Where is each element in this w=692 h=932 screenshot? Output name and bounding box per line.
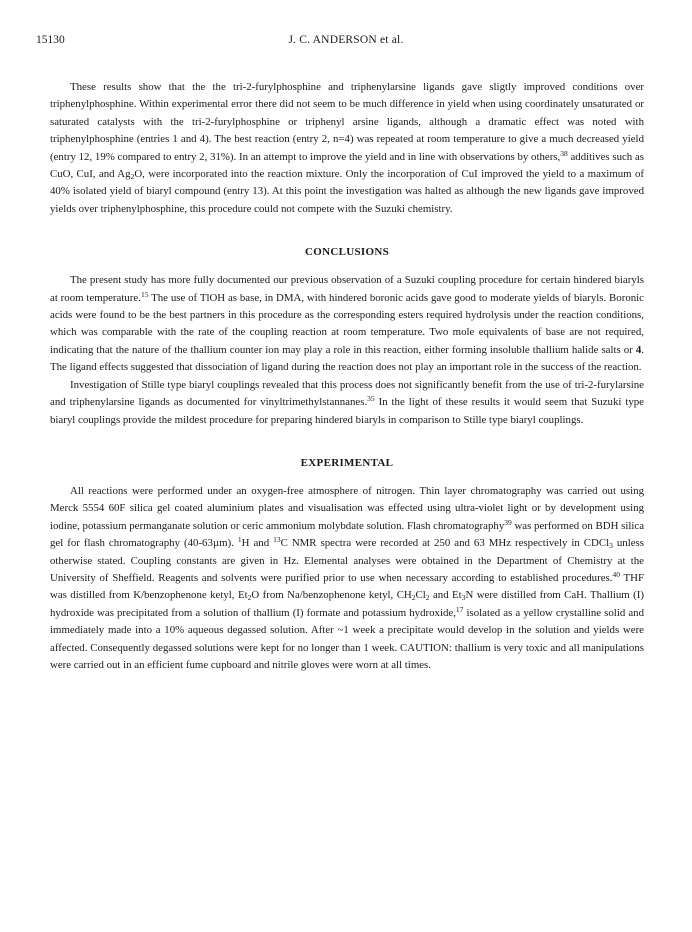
- intro-paragraph: These results show that the the tri-2-furylphosphine and triphenylarsine ligands gave sligtly improved conditions over triphenylphosphine. Within experimental error there did not seem to be much difference in yield when using coordinately unsaturated or saturated catalysts with the tri-2-furylphosphine or triphenyl arsine ligands, although a dramatic effect was noted with triphenylphosphine (entries 1 and 4). The best reaction (entry 2, n=4) was repeated at room temperature to give a much decreased yield (entry 12, 19% compared to entry 2, 31%). In an attempt to improve the yield and in line with observations by others,$^{38}$ additives such as CuO, CuI, and $Ag_2O$, were incorporated into the reaction mixture. Only the incorporation of CuI improved the yield to a maximum of 40% isolated yield of biaryl compound (entry 13). At this point the investigation was halted as although the new ligands gave improved yields over triphenylphosphine, this procedure could not compete with the Suzuki chemistry.: [50, 81, 644, 215]
- page-header: [36, 34, 656, 50]
- conclusions-paragraph-2: Investigation of Stille type biaryl couplings revealed that this process does not significantly benefit from the use of tri-2-furylarsine and triphenylarsine ligands as documented for vinyltrimethylstannanes.$^{35}$ In the light of these results it would seem that Suzuki type biaryl couplings provide the mildest procedure for preparing hindered biaryls in comparison to Stille type biaryl couplings.: [50, 378, 644, 426]
- citation-39: 39: [504, 517, 512, 527]
- conclusions-paragraph-1: The present study has more fully documented our previous observation of a Suzuki coupling procedure for certain hindered biaryls at room temperature.$^{15}$ The use of TlOH as base, in DMA, with hindered boronic acids gave good to moderate yields of biaryls. Boronic acids were found to be the best partners in this procedure as the corresponding esters required hydrolysis under the reaction conditions, which was comparable with the rate of the coupling reaction at room temperature. Two mole equivalents of base are not required, indicating that the nature of the thallium counter ion may play a role in this reaction, either forming insoluble thallium halide salts or 4. The ligand effects suggested that dissociation of ligand during the reaction does not play an important role in the success of the reaction.: [50, 274, 644, 374]
- experimental-heading: EXPERIMENTAL: [300, 456, 394, 469]
- running-head: J. C. ANDERSON et al.: [288, 34, 404, 46]
- citation-38: 38: [560, 148, 568, 158]
- compound-4: 4: [635, 343, 642, 356]
- experimental-paragraph: All reactions were performed under an oxygen-free atmosphere of nitrogen. Thin layer chromatography was carried out using Merck 5554 60F silica gel coated aluminium plates and visualisation was effected using ultra-violet light or by development using iodine, potassium permanganate solution or ceric ammonium molybdate solution. Flash chromatography$^{39}$ was performed on BDH silica gel for flash chromatography (40-63µm). $^1$H and $^{13}$C NMR spectra were recorded at 250 and 63 MHz respectively in CDCl$_3$ unless otherwise stated. Coupling constants are given in Hz. Elemental analyses were obtained in the Department of Chemistry at the University of Sheffield. Reagents and solvents were purified prior to use when necessary according to established procedures.$^{40}$ THF was distilled from K/benzophenone ketyl, $Et_2O$ from Na/benzophenone ketyl, $CH_2Cl_2$ and $Et_3N$ were distilled from CaH. Thallium (I) hydroxide was precipitated from a solution of thallium (I) formate and potassium hydroxide,$^{17}$ isolated as a yellow crystalline solid and immediately made into a 10% aqueous degassed solution. After ~1 week a precipitate would develop in the solution and yields were affected. Consequently degassed solutions were kept for no longer than 1 week. CAUTION: thallium is very toxic and all manipulations were carried out in an efficient fume cupboard and nitrile gloves were worn at all times.: [50, 484, 645, 671]
- page-number: 15130: [36, 34, 65, 46]
- citation-40: 40: [612, 569, 620, 579]
- citation-17: 17: [455, 604, 464, 614]
- page-body: [50, 79, 644, 674]
- citation-35: 35: [367, 394, 375, 404]
- citation-15: 15: [140, 289, 149, 299]
- conclusions-heading: CONCLUSIONS: [305, 246, 389, 259]
